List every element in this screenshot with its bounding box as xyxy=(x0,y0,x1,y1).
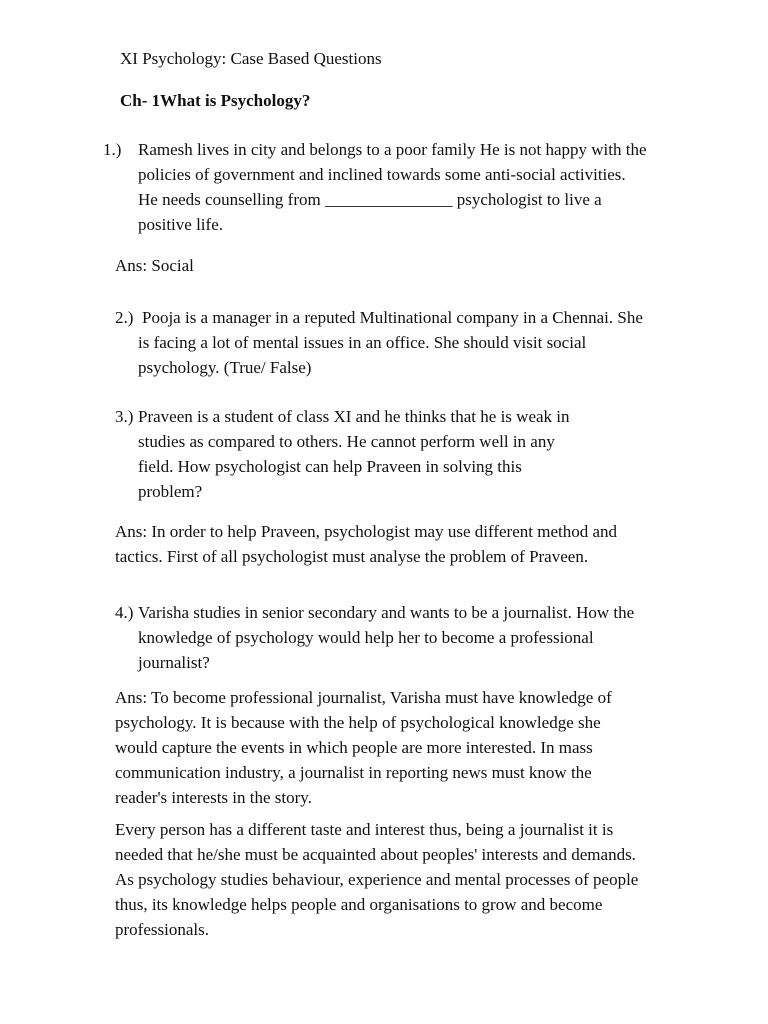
answer-4-paragraph xyxy=(115,817,638,942)
question-line: Varisha studies in senior secondary and wants to be a journalist. How the xyxy=(138,603,635,622)
question-line: knowledge of psychology would help her to become a professional xyxy=(138,628,594,647)
paragraph-line: professionals. xyxy=(115,920,209,939)
question-line: is facing a lot of mental issues in an office. She should visit social xyxy=(138,333,587,352)
answer-line: reader's interests in the story. xyxy=(115,788,312,807)
question-number: 1.) xyxy=(103,140,122,159)
question-line: policies of government and inclined towards some anti-social activities. xyxy=(138,165,626,184)
question-text xyxy=(138,305,643,380)
question-number: 4.) xyxy=(115,603,134,622)
answer-3 xyxy=(115,519,617,569)
answer-line: tactics. First of all psychologist must analyse the problem of Praveen. xyxy=(115,547,589,566)
answer-line: psychology. It is because with the help of psychological knowledge she xyxy=(115,713,601,732)
question-line: Praveen is a student of class XI and he thinks that he is weak in xyxy=(138,407,570,426)
question-line: journalist? xyxy=(138,653,210,672)
question-line: studies as compared to others. He cannot perform well in any xyxy=(138,432,555,451)
question-line: Pooja is a manager in a reputed Multinational company in a Chennai. She xyxy=(142,308,643,327)
question-text xyxy=(138,600,634,675)
document-title: XI Psychology: Case Based Questions xyxy=(120,49,382,68)
answer-line: Ans: Social xyxy=(115,256,194,275)
question-line: Ramesh lives in city and belongs to a poor family He is not happy with the xyxy=(138,140,647,159)
question-line: field. How psychologist can help Praveen in solving this xyxy=(138,457,522,476)
question-line: psychology. (True/ False) xyxy=(138,358,312,377)
paragraph-line: thus, its knowledge helps people and organisations to grow and become xyxy=(115,895,603,914)
question-number: 2.) xyxy=(115,308,134,327)
question-line: problem? xyxy=(138,482,203,501)
question-line: He needs counselling from _______________ psychologist to live a xyxy=(138,190,602,209)
paragraph-line: needed that he/she must be acquainted about peoples' interests and demands. xyxy=(115,845,636,864)
question-line: positive life. xyxy=(138,215,223,234)
question-text xyxy=(138,137,647,237)
paragraph-line: As psychology studies behaviour, experience and mental processes of people xyxy=(115,870,639,889)
question-number: 3.) xyxy=(115,407,134,426)
question-text xyxy=(138,404,570,504)
answer-line: Ans: To become professional journalist, Varisha must have knowledge of xyxy=(115,688,612,707)
answer-line: Ans: In order to help Praveen, psychologist may use different method and xyxy=(115,522,618,541)
answer-4 xyxy=(115,685,612,810)
chapter-heading: Ch- 1What is Psychology? xyxy=(120,91,311,110)
answer-line: communication industry, a journalist in reporting news must know the xyxy=(115,763,592,782)
answer-line: would capture the events in which people are more interested. In mass xyxy=(115,738,593,757)
answer-1 xyxy=(115,253,194,278)
paragraph-line: Every person has a different taste and interest thus, being a journalist it is xyxy=(115,820,614,839)
